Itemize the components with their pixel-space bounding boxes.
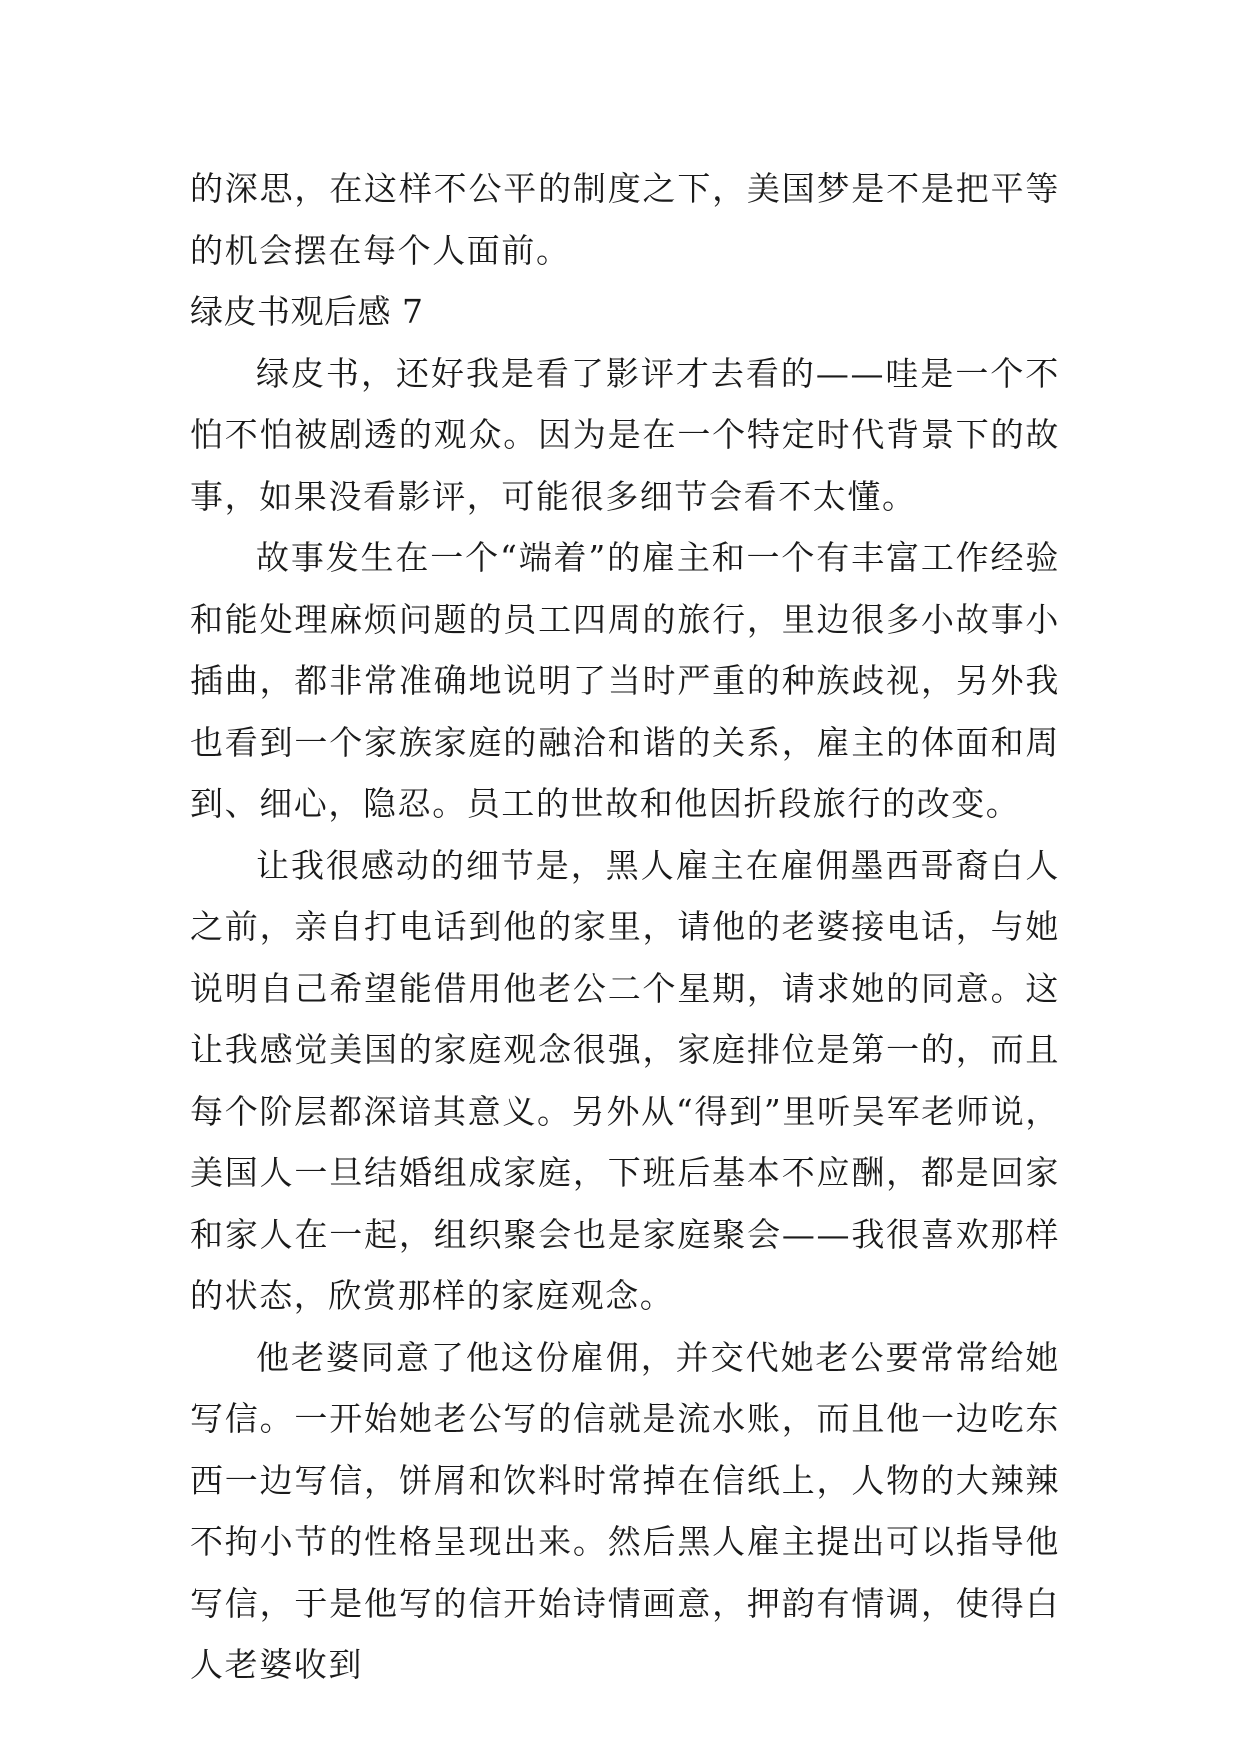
paragraph-4: 他老婆同意了他这份雇佣，并交代她老公要常常给她写信。一开始她老公写的信就是流水账，而且他一边吃东西一边写信，饼屑和饮料时常掉在信纸上，人物的大辣辣不拘小节的性格呈现出来。然后黑人雇主提出可以指导他写信，于是他写的信开始诗情画意，押韵有情调，使得白人老婆收到 [190, 1337, 1060, 1684]
document-body [190, 158, 1060, 1696]
paragraph-1: 绿皮书，还好我是看了影评才去看的——哇是一个不怕不怕被剧透的观众。因为是在一个特定时代背景下的故事，如果没看影评，可能很多细节会看不太懂。 [190, 353, 1060, 516]
paragraph-3: 让我很感动的细节是，黑人雇主在雇佣墨西哥裔白人之前，亲自打电话到他的家里，请他的老婆接电话，与她说明自己希望能借用他老公二个星期，请求她的同意。这让我感觉美国的家庭观念很强，家庭排位是第一的，而且每个阶层都深谙其意义。另外从“得到”里听吴军老师说，美国人一旦结婚组成家庭，下班后基本不应酬，都是回家和家人在一起，组织聚会也是家庭聚会——我很喜欢那样的状态，欣赏那样的家庭观念。 [190, 845, 1060, 1315]
section-heading: 绿皮书观后感 7 [190, 292, 424, 331]
continued-paragraph: 的深思，在这样不公平的制度之下，美国梦是不是把平等的机会摆在每个人面前。 [190, 169, 1060, 270]
paragraph-2: 故事发生在一个“端着”的雇主和一个有丰富工作经验和能处理麻烦问题的员工四周的旅行，里边很多小故事小插曲，都非常准确地说明了当时严重的种族歧视，另外我也看到一个家族家庭的融洽和谐的关系，雇主的体面和周到、细心，隐忍。员工的世故和他因折段旅行的改变。 [190, 538, 1060, 823]
